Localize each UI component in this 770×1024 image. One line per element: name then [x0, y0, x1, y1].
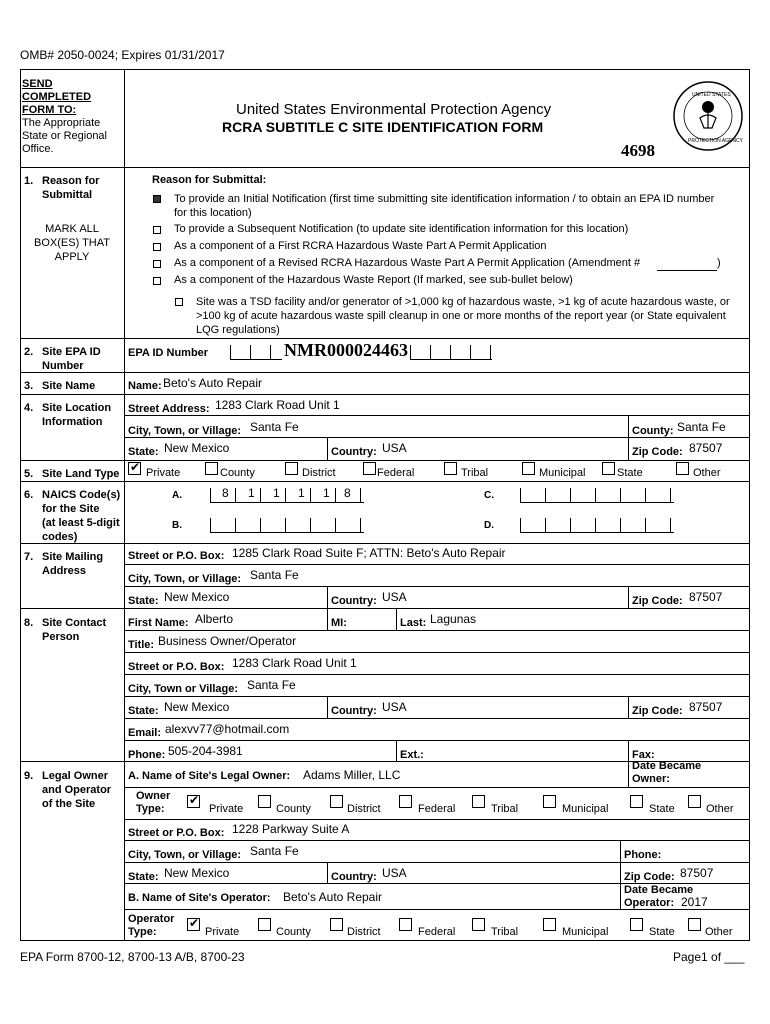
rule	[20, 69, 21, 940]
rule	[628, 761, 629, 787]
label-line: Address	[42, 565, 87, 577]
rule	[20, 543, 750, 544]
label-line: for the Site	[42, 503, 100, 515]
site-state-value[interactable]: New Mexico	[164, 441, 230, 455]
label-line: (at least 5-digit	[42, 517, 120, 529]
rule	[327, 437, 328, 460]
label-line: Site EPA ID	[42, 346, 101, 358]
label-line: Site Contact	[42, 617, 107, 629]
option-label: District	[347, 803, 381, 815]
section-number: 7.	[24, 551, 34, 563]
omb-number: OMB# 2050-0024; Expires 01/31/2017	[20, 48, 225, 62]
street-label: Street or P.O. Box:	[128, 550, 225, 562]
option-label: State	[649, 926, 675, 938]
option-text: To provide an Initial Notification (first time submitting site identification information / to obtain an EPA ID number	[174, 193, 715, 205]
note-line: MARK ALL	[45, 223, 99, 235]
city-label: City, Town, or Village:	[128, 849, 242, 861]
section-number: 1.	[24, 175, 34, 187]
date-became-operator-value[interactable]: 2017	[681, 895, 708, 909]
site-name-value[interactable]: Beto's Auto Repair	[163, 376, 263, 390]
city-label: City, Town, or Village:	[128, 573, 242, 585]
contact-zip-value[interactable]: 87507	[689, 700, 723, 714]
epa-id-label: EPA ID Number	[128, 347, 209, 359]
naics-c-label: C.	[484, 490, 494, 501]
epa-seal	[672, 76, 744, 156]
naics-b-input[interactable]	[210, 518, 364, 533]
agency-name: United States Environmental Protection Agency	[236, 101, 552, 118]
naics-d-input[interactable]	[520, 518, 674, 533]
label-line: Date Became	[632, 760, 702, 772]
option-end: )	[717, 257, 721, 269]
owner-city-value[interactable]: Santa Fe	[250, 844, 299, 858]
land-other-checkbox[interactable]	[676, 462, 689, 475]
revised-part-a-checkbox[interactable]	[153, 260, 161, 268]
land-private-checkbox[interactable]	[128, 462, 141, 475]
footer-form-id: EPA Form 8700-12, 8700-13 A/B, 8700-23	[20, 950, 245, 964]
rule	[20, 69, 750, 70]
label-line: Type:	[128, 926, 157, 938]
owner-street-value[interactable]: 1228 Parkway Suite A	[232, 822, 350, 836]
owner-county-checkbox[interactable]	[258, 795, 271, 808]
first-part-a-checkbox[interactable]	[153, 243, 161, 251]
send-line: FORM TO:	[22, 104, 77, 116]
site-name-label: Name:	[128, 380, 162, 392]
mark-all-note	[22, 222, 122, 264]
option-label: County	[220, 467, 255, 479]
rule	[628, 415, 629, 437]
owner-state-checkbox[interactable]	[630, 795, 643, 808]
owner-name-value[interactable]: Adams Miller, LLC	[303, 768, 401, 782]
state-label: State:	[128, 871, 159, 883]
contact-first-name-value[interactable]: Alberto	[195, 612, 234, 626]
land-county-checkbox[interactable]	[205, 462, 218, 475]
city-label: City, Town, or Village:	[128, 425, 242, 437]
rule	[396, 608, 397, 630]
zip-label: Zip Code:	[624, 871, 675, 883]
owner-district-checkbox[interactable]	[330, 795, 343, 808]
label-line: Person	[42, 631, 80, 643]
rule	[20, 394, 750, 395]
option-label: Municipal	[562, 926, 609, 938]
label-line: Site Mailing	[42, 551, 104, 563]
zip-label: Zip Code:	[632, 446, 683, 458]
rule	[124, 630, 750, 631]
naics-digit: 8	[222, 486, 229, 500]
option-label: Other	[693, 467, 721, 479]
rule	[327, 696, 328, 718]
contact-last-name-value[interactable]: Lagunas	[430, 612, 477, 626]
operator-tribal-checkbox[interactable]	[472, 918, 485, 931]
owner-name-label: A. Name of Site's Legal Owner:	[128, 770, 291, 782]
operator-name-value[interactable]: Beto's Auto Repair	[283, 890, 383, 904]
operator-county-checkbox[interactable]	[258, 918, 271, 931]
street-label: Street or P.O. Box:	[128, 827, 225, 839]
epa-id-value: NMR000024463	[284, 340, 408, 360]
rule	[20, 338, 750, 339]
first-name-label: First Name:	[128, 617, 189, 629]
owner-tribal-checkbox[interactable]	[472, 795, 485, 808]
svg-text:PROTECTION AGENCY: PROTECTION AGENCY	[688, 138, 744, 144]
contact-email-value[interactable]: alexvv77@hotmail.com	[165, 722, 290, 736]
note-line: BOX(ES) THAT	[34, 237, 110, 249]
rule	[620, 862, 621, 883]
send-line: Office.	[22, 143, 54, 155]
option-text: Site was a TSD facility and/or generator of >1,000 kg of hazardous waste, >1 kg of acute hazardous waste, or	[196, 296, 730, 308]
rule	[749, 69, 750, 940]
hazardous-waste-report-checkbox[interactable]	[153, 277, 161, 285]
land-state-checkbox[interactable]	[602, 462, 615, 475]
option-label: Private	[146, 467, 181, 479]
rule	[124, 787, 750, 788]
rule	[327, 586, 328, 608]
site-city-value[interactable]: Santa Fe	[250, 420, 299, 434]
section-8-label	[42, 616, 106, 644]
naics-d-label: D.	[484, 520, 494, 531]
operator-name-label: B. Name of Site's Operator:	[128, 892, 271, 904]
form-number: 4698	[621, 141, 655, 160]
city-label: City, Town or Village:	[128, 683, 239, 695]
phone-label: Phone:	[128, 749, 166, 761]
mailing-country-value[interactable]: USA	[382, 590, 407, 604]
owner-state-value[interactable]: New Mexico	[164, 866, 230, 880]
rule	[124, 718, 750, 719]
option-text: >100 kg of acute hazardous waste spill cleanup in one or more months of the report year (or State equivalent	[196, 310, 726, 322]
zip-label: Zip Code:	[632, 705, 683, 717]
land-district-checkbox[interactable]	[285, 462, 298, 475]
option-label: Other	[705, 926, 733, 938]
rule	[124, 740, 750, 741]
send-line: State or Regional	[22, 130, 107, 142]
send-to-block	[22, 78, 107, 156]
naics-digit: 1	[323, 486, 330, 500]
operator-federal-checkbox[interactable]	[399, 918, 412, 931]
ext-label: Ext.:	[400, 749, 424, 761]
naics-digit: 1	[298, 486, 305, 500]
email-label: Email:	[128, 727, 162, 739]
label-line: and Operator	[42, 784, 112, 796]
rule	[20, 372, 750, 373]
tsd-facility-checkbox[interactable]	[175, 298, 183, 306]
label-line: NAICS Code(s)	[42, 489, 121, 501]
option-revised-part-a: As a component of a Revised RCRA Hazardous Waste Part A Permit Application (Amendment #	[174, 257, 641, 269]
option-label: District	[347, 926, 381, 938]
country-label: Country:	[331, 871, 377, 883]
section-4-label	[42, 401, 111, 429]
option-label: Private	[205, 926, 240, 938]
mailing-state-value[interactable]: New Mexico	[164, 590, 230, 604]
contact-phone-value[interactable]: 505-204-3981	[168, 744, 243, 758]
label-line: Number	[42, 360, 84, 372]
section-9-label	[42, 769, 111, 811]
option-label: State	[649, 803, 675, 815]
sub-option-tsd	[196, 295, 730, 337]
operator-district-checkbox[interactable]	[330, 918, 343, 931]
rule	[124, 586, 750, 587]
naics-a-label: A.	[172, 490, 182, 501]
owner-private-checkbox[interactable]	[187, 795, 200, 808]
land-municipal-checkbox[interactable]	[522, 462, 535, 475]
rule	[124, 862, 750, 863]
owner-zip-value[interactable]: 87507	[680, 866, 714, 880]
section-1-label	[42, 174, 99, 202]
last-name-label: Last:	[400, 617, 427, 629]
state-label: State:	[128, 446, 159, 458]
phone-label: Phone:	[624, 849, 662, 861]
rule	[628, 696, 629, 718]
rule	[124, 564, 750, 565]
title-label: Title:	[128, 639, 155, 651]
contact-country-value[interactable]: USA	[382, 700, 407, 714]
operator-municipal-checkbox[interactable]	[543, 918, 556, 931]
country-label: Country:	[331, 705, 377, 717]
operator-other-checkbox[interactable]	[688, 918, 701, 931]
rule	[124, 909, 750, 910]
rule	[620, 840, 621, 862]
land-federal-checkbox[interactable]	[363, 462, 376, 475]
option-label: County	[276, 926, 311, 938]
option-label: Federal	[418, 803, 456, 815]
state-label: State:	[128, 595, 159, 607]
label-line: Operator	[128, 913, 175, 925]
label-line: Owner	[136, 790, 171, 802]
rule	[628, 586, 629, 608]
operator-private-checkbox[interactable]	[187, 918, 200, 931]
option-label: Other	[706, 803, 734, 815]
initial-notification-checkbox[interactable]	[153, 195, 161, 203]
mi-label: MI:	[331, 617, 347, 629]
option-label: Federal	[418, 926, 456, 938]
naics-a-input[interactable]	[210, 488, 364, 503]
naics-c-input[interactable]	[520, 488, 674, 503]
owner-federal-checkbox[interactable]	[399, 795, 412, 808]
send-line: The Appropriate	[22, 117, 101, 129]
form-title: RCRA SUBTITLE C SITE IDENTIFICATION FORM	[222, 119, 544, 135]
option-label: Federal	[377, 467, 415, 479]
option-text: for this location)	[174, 207, 252, 219]
rule	[327, 608, 328, 630]
option-first-part-a: As a component of a First RCRA Hazardous Waste Part A Permit Application	[174, 240, 547, 252]
county-label: County:	[632, 425, 674, 437]
contact-state-value[interactable]: New Mexico	[164, 700, 230, 714]
state-label: State:	[128, 705, 159, 717]
owner-type-label	[136, 790, 170, 816]
label-line: Site Location	[42, 402, 112, 414]
label-line: Owner:	[632, 773, 670, 785]
country-label: Country:	[331, 446, 377, 458]
section-number: 4.	[24, 402, 34, 414]
section-number: 6.	[24, 489, 34, 501]
footer-page-number: Page1 of ___	[673, 950, 745, 964]
option-label: Municipal	[562, 803, 609, 815]
label-line: Date Became	[624, 884, 694, 896]
section-number: 5.	[24, 468, 34, 480]
country-label: Country:	[331, 595, 377, 607]
label-line: Legal Owner	[42, 770, 109, 782]
rule	[124, 437, 750, 438]
subsequent-notification-checkbox[interactable]	[153, 226, 161, 234]
land-tribal-checkbox[interactable]	[444, 462, 457, 475]
owner-country-value[interactable]: USA	[382, 866, 407, 880]
rule	[124, 652, 750, 653]
rule	[20, 940, 750, 941]
option-label: Tribal	[491, 926, 519, 938]
section-5-label: Site Land Type	[42, 468, 120, 480]
rule	[628, 437, 629, 460]
label-line: Information	[42, 416, 103, 428]
rule	[396, 740, 397, 761]
amendment-input[interactable]	[657, 270, 717, 271]
option-label: Tribal	[491, 803, 519, 815]
option-hw-report: As a component of the Hazardous Waste Report (If marked, see sub-bullet below)	[174, 274, 573, 286]
contact-city-value[interactable]: Santa Fe	[247, 678, 296, 692]
owner-municipal-checkbox[interactable]	[543, 795, 556, 808]
rule	[628, 740, 629, 761]
label-line: of the Site	[42, 798, 96, 810]
rule	[620, 883, 621, 909]
zip-label: Zip Code:	[632, 595, 683, 607]
option-label: Municipal	[539, 467, 586, 479]
option-label: Private	[209, 803, 244, 815]
street-label: Street Address:	[128, 403, 210, 415]
label-line: Submittal	[42, 189, 93, 201]
section-number: 8.	[24, 617, 34, 629]
option-label: State	[617, 467, 643, 479]
operator-state-checkbox[interactable]	[630, 918, 643, 931]
naics-digit: 8	[344, 486, 351, 500]
section-3-label: Site Name	[42, 380, 96, 392]
site-county-value[interactable]: Santa Fe	[677, 420, 726, 434]
rule	[124, 674, 750, 675]
rule	[20, 608, 750, 609]
contact-title-value[interactable]: Business Owner/Operator	[158, 634, 297, 648]
send-line: SEND	[22, 78, 53, 90]
option-label: District	[302, 467, 336, 479]
send-line: COMPLETED	[22, 91, 92, 103]
option-initial	[174, 192, 714, 220]
rule	[124, 819, 750, 820]
owner-other-checkbox[interactable]	[688, 795, 701, 808]
section-number: 9.	[24, 770, 34, 782]
site-country-value[interactable]: USA	[382, 441, 407, 455]
rule	[327, 862, 328, 883]
site-street-value[interactable]: 1283 Clark Road Unit 1	[215, 398, 340, 412]
note-line: APPLY	[54, 251, 90, 263]
label-line: Reason for	[42, 175, 100, 187]
operator-type-label	[128, 913, 174, 939]
street-label: Street or P.O. Box:	[128, 661, 225, 673]
section-number: 3.	[24, 380, 34, 392]
fax-label: Fax:	[632, 749, 655, 761]
naics-digit: 1	[273, 486, 280, 500]
option-subsequent: To provide a Subsequent Notification (to update site identification information for this location)	[174, 223, 629, 235]
rule	[124, 840, 750, 841]
option-text: LQG regulations)	[196, 324, 280, 336]
label-line: codes)	[42, 531, 78, 543]
section-2-label	[42, 345, 101, 373]
site-zip-value[interactable]: 87507	[689, 441, 723, 455]
rule	[124, 69, 125, 940]
rule	[20, 167, 750, 168]
option-label: Tribal	[461, 467, 489, 479]
section-6-label	[42, 488, 120, 544]
reason-heading: Reason for Submittal:	[152, 174, 267, 186]
naics-digit: 1	[248, 486, 255, 500]
naics-b-label: B.	[172, 520, 182, 531]
rule	[20, 481, 750, 482]
option-label: County	[276, 803, 311, 815]
contact-street-value[interactable]: 1283 Clark Road Unit 1	[232, 656, 357, 670]
mailing-street-value[interactable]: 1285 Clark Road Suite F; ATTN: Beto's Auto Repair	[232, 546, 506, 560]
label-line: Type:	[136, 803, 165, 815]
svg-text:UNITED STATES: UNITED STATES	[692, 92, 731, 98]
date-became-owner-label	[632, 760, 701, 786]
rule	[124, 415, 750, 416]
section-7-label	[42, 550, 103, 578]
section-number: 2.	[24, 346, 34, 358]
label-line: Operator:	[624, 897, 675, 909]
mailing-city-value[interactable]: Santa Fe	[250, 568, 299, 582]
rule	[124, 696, 750, 697]
mailing-zip-value[interactable]: 87507	[689, 590, 723, 604]
